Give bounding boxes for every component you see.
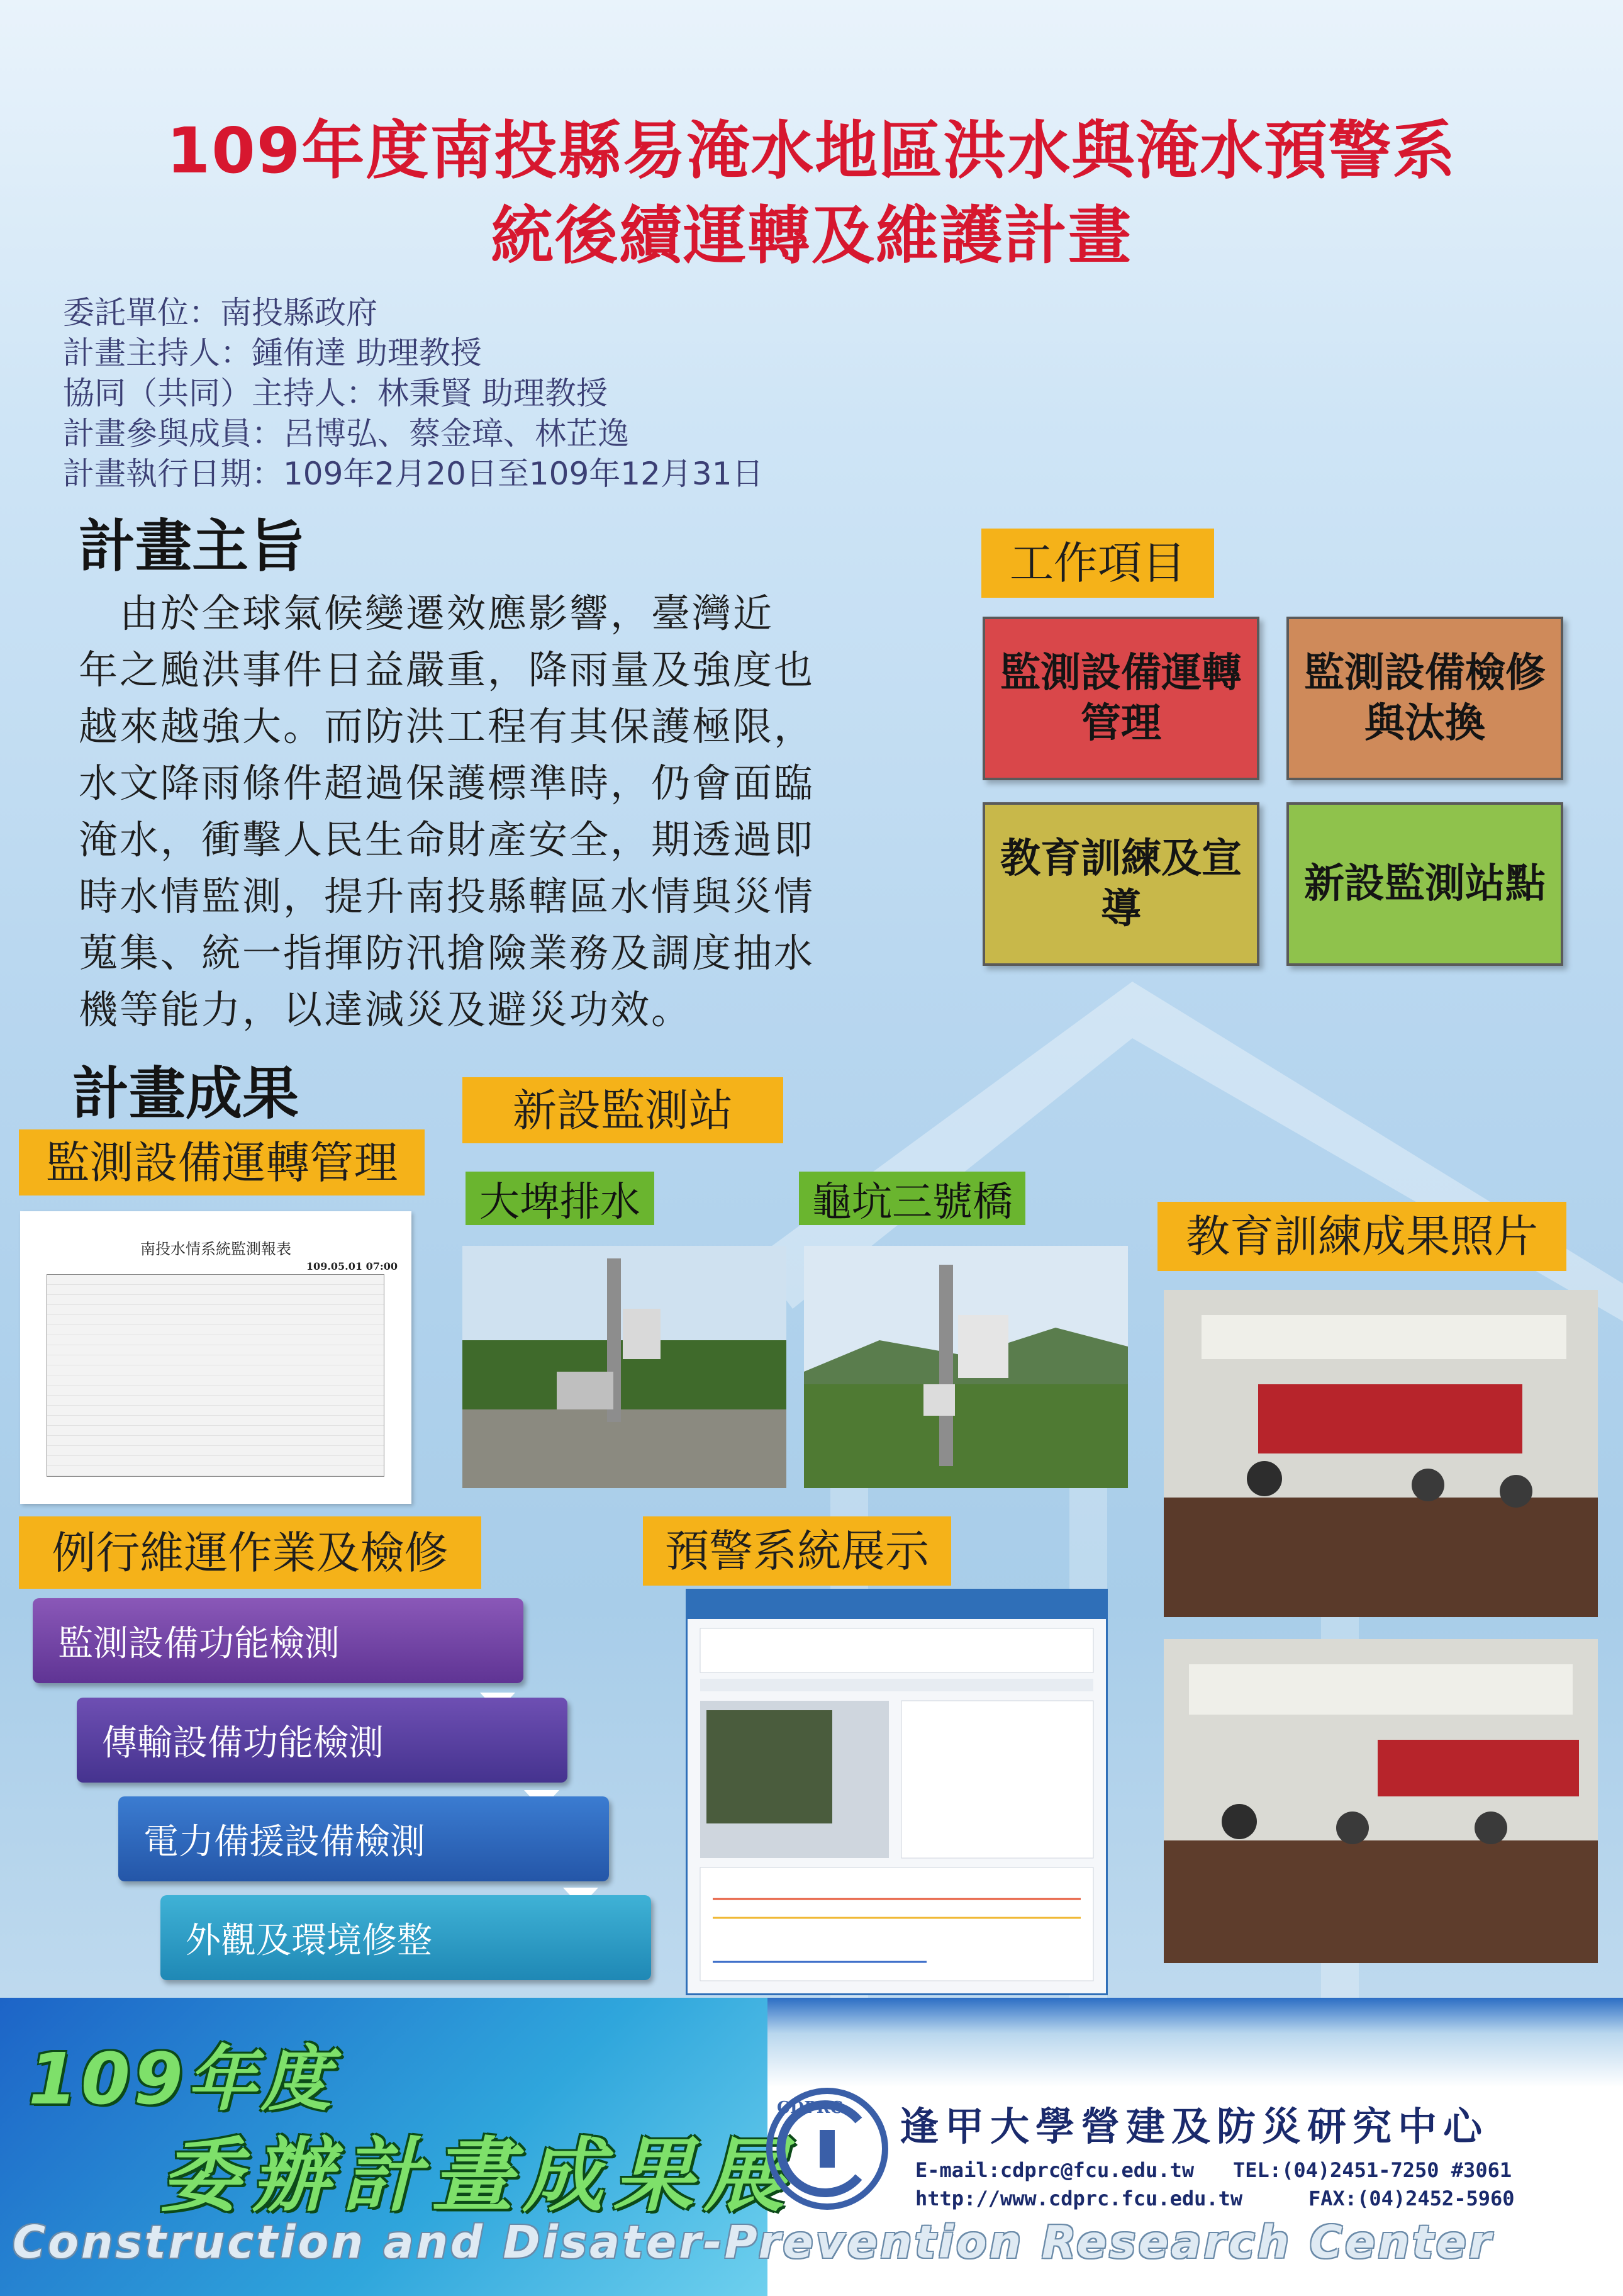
org-url[interactable]: http://www.cdprc.fcu.edu.tw <box>915 2187 1243 2210</box>
training-photos-tag: 教育訓練成果照片 <box>1157 1202 1566 1271</box>
training-photo-1 <box>1164 1290 1598 1617</box>
training-photo-2-drawing <box>1164 1639 1598 1963</box>
org-email[interactable]: E-mail:cdprc@fcu.edu.tw <box>915 2158 1195 2182</box>
org-name: 逢甲大學營建及防災研究中心 <box>900 2103 1489 2149</box>
training-photo-1-drawing <box>1164 1290 1598 1617</box>
step-transmission-check: 傳輸設備功能檢測 <box>77 1698 567 1783</box>
training-photo-2 <box>1164 1639 1598 1963</box>
purpose-line: 越來越強大。而防洪工程有其保護極限， <box>79 703 815 749</box>
purpose-line: 年之颱洪事件日益嚴重，降雨量及強度也 <box>79 647 815 693</box>
work-item-new-stations: 新設監測站點 <box>1286 802 1563 966</box>
purpose-line: 水文降雨條件超過保護標準時，仍會面臨 <box>79 760 815 806</box>
monitoring-report <box>20 1211 411 1504</box>
results-heading: 計畫成果 <box>72 1061 299 1127</box>
footer-year: 109年度 <box>28 2039 335 2120</box>
report-table <box>47 1274 384 1477</box>
new-stations-tag: 新設監測站 <box>462 1077 783 1143</box>
project-period: 計畫執行日期：109年2月20日至109年12月31日 <box>63 456 764 492</box>
purpose-line: 蒐集、統一指揮防汛搶險業務及調度抽水 <box>79 930 815 976</box>
client-unit: 委託單位：南投縣政府 <box>63 294 377 331</box>
purpose-line: 時水情監測，提升南投縣轄區水情與災情 <box>79 873 815 919</box>
work-items-heading: 工作項目 <box>981 529 1214 598</box>
work-item-monitoring-ops: 監測設備運轉管理 <box>983 617 1259 780</box>
report-title: 南投水情系統監測報表 <box>140 1240 291 1258</box>
work-item-training: 教育訓練及宣導 <box>983 802 1259 966</box>
routine-maintenance-tag: 例行維運作業及檢修 <box>19 1516 481 1589</box>
warning-system-tag: 預警系統展示 <box>643 1516 951 1586</box>
station2-photo <box>804 1246 1128 1488</box>
purpose-body <box>79 585 959 1038</box>
english-center-name: Construction and Disater-Prevention Research Center <box>13 2216 1493 2268</box>
station1-photo-drawing <box>462 1246 786 1488</box>
station1-tag: 大埤排水 <box>466 1172 654 1225</box>
org-tel: TEL:(04)2451-7250 #3061 <box>1233 2158 1512 2182</box>
poster-title-line1: 109年度南投縣易淹水地區洪水與淹水預警系 <box>166 114 1457 188</box>
co-principal-investigator: 協同（共同）主持人：林秉賢 助理教授 <box>63 375 608 412</box>
project-members: 計畫參與成員：呂博弘、蔡金璋、林芷逸 <box>63 415 629 452</box>
warning-system-screenshot <box>686 1589 1108 1995</box>
cdprc-logo <box>764 2086 890 2212</box>
purpose-line: 機等能力，以達減災及避災功效。 <box>79 987 693 1033</box>
step-appearance-repair: 外觀及環境修整 <box>160 1895 651 1980</box>
purpose-heading: 計畫主旨 <box>79 513 305 580</box>
purpose-line: 淹水，衝擊人民生命財產安全，期透過即 <box>79 817 815 863</box>
station2-tag: 龜坑三號橋 <box>799 1172 1025 1225</box>
station1-photo <box>462 1246 786 1488</box>
step-power-backup-check: 電力備援設備檢測 <box>118 1796 609 1881</box>
report-date: 109.05.01 07:00 <box>306 1260 398 1272</box>
principal-investigator: 計畫主持人：鍾侑達 助理教授 <box>63 335 482 371</box>
station2-photo-drawing <box>804 1246 1128 1488</box>
logo-label: CDPRC <box>777 2098 844 2117</box>
poster-title-line2: 統後續運轉及維護計畫 <box>491 199 1132 272</box>
purpose-line: 由於全球氣候變遷效應影響，臺灣近 <box>79 590 774 636</box>
org-fax: FAX:(04)2452-5960 <box>1308 2187 1515 2210</box>
step-monitoring-check: 監測設備功能檢測 <box>33 1598 523 1683</box>
footer-exhibit: 委辦計畫成果展 <box>160 2129 795 2223</box>
warning-system-drawing <box>688 1591 1106 1993</box>
work-item-maintenance: 監測設備檢修與汰換 <box>1286 617 1563 780</box>
ops-management-tag: 監測設備運轉管理 <box>19 1129 425 1196</box>
